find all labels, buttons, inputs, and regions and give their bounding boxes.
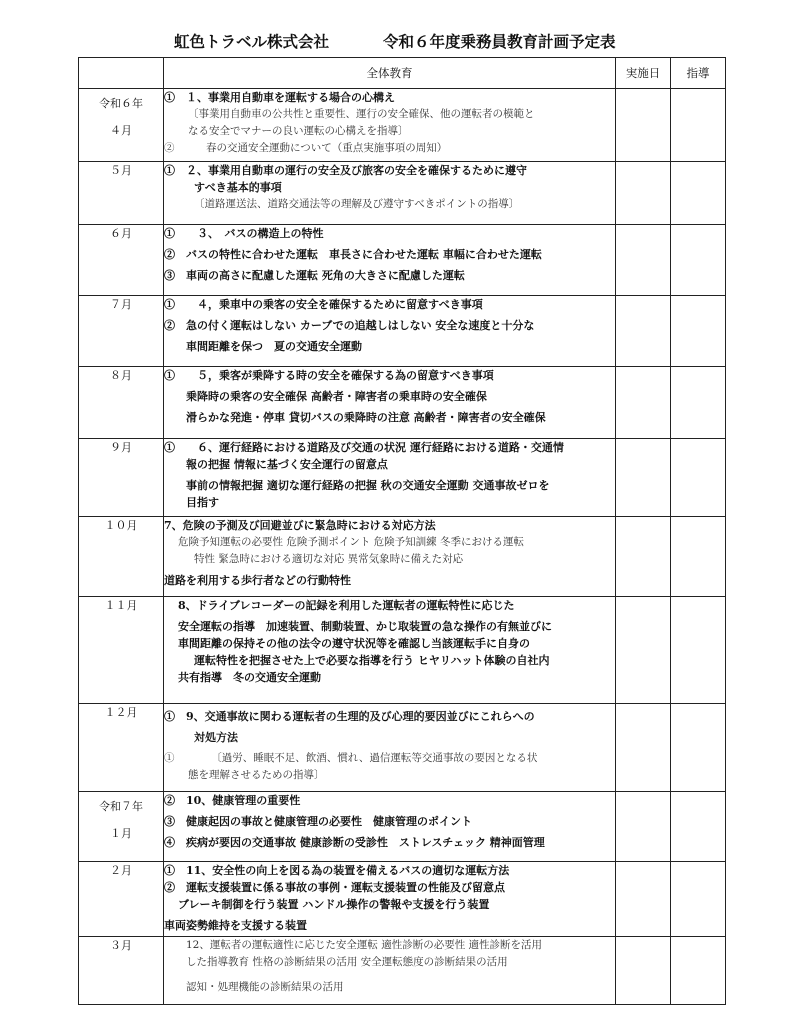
table-row: [79, 162, 726, 225]
date-cell: [616, 792, 671, 862]
month-cell: [79, 862, 164, 937]
content-cell: [164, 89, 616, 162]
content-line: ① 9、交通事故に関わる運転者の生理的及び心理的要因並びにこれらへの: [164, 710, 535, 723]
content-cell: [164, 296, 616, 367]
date-cell: [616, 367, 671, 439]
content-line: 態を理解させるための指導〕: [188, 769, 325, 781]
month-label: ５月: [110, 164, 132, 177]
content-cell: [164, 439, 616, 517]
month-label: ８月: [110, 369, 132, 382]
content-column-header: 全体教育: [164, 58, 616, 89]
content-line: 認知・処理機能の診断結果の活用: [186, 981, 344, 993]
content-line: ④ 疾病が要因の交通事故 健康診断の受診性 ストレスチェック 精神面管理: [164, 836, 545, 849]
content-cell: [164, 162, 616, 225]
month-cell: [79, 296, 164, 367]
month-cell: [79, 937, 164, 1005]
content-line: 報の把握 情報に基づく安全運行の留意点: [186, 458, 388, 471]
content-line: ① １、事業用自動車を運転する場合の心構え: [164, 91, 395, 104]
content-line: すべき基本的事項: [194, 181, 282, 194]
instructor-column-header: 指導: [671, 58, 726, 89]
content-line: 〔道路運送法、道路交通法等の理解及び遵守すべきポイントの指導〕: [194, 198, 520, 210]
month-label: ６月: [110, 227, 132, 240]
content-line: ③ 車両の高さに配慮した運転 死角の大きさに配慮した運転: [164, 269, 465, 282]
content-line: した指導教育 性格の診断結果の活用 安全運転態度の診断結果の活用: [186, 956, 508, 968]
date-cell: [616, 439, 671, 517]
content-line: ① 〔過労、睡眠不足、飲酒、慣れ、過信運転等交通事故の要因となる状: [164, 752, 538, 764]
month-cell: [79, 517, 164, 597]
table-row: [79, 296, 726, 367]
content-line: 運転特性を把握させた上で必要な指導を行う ヒヤリハット体験の自社内: [194, 654, 550, 667]
content-cell: [164, 225, 616, 296]
content-line: 特性 緊急時における適切な対応 異常気象時に備えた対応: [194, 553, 464, 565]
content-line: ① ２、事業用自動車の運行の安全及び旅客の安全を確保するために遵守: [164, 164, 527, 177]
instructor-cell: [671, 862, 726, 937]
month-cell: [79, 89, 164, 162]
content-line: ② 春の交通安全運動について（重点実施事項の周知）: [164, 142, 448, 154]
document-header: [0, 30, 790, 54]
table-row: [79, 367, 726, 439]
content-line: ② 10、健康管理の重要性: [164, 794, 301, 807]
content-line: ② 運転支援装置に係る事故の事例・運転支援装置の性能及び留意点: [164, 881, 505, 894]
content-cell: [164, 704, 616, 792]
date-cell: [616, 862, 671, 937]
content-line: ① ３、 バスの構造上の特性: [164, 227, 324, 240]
table-row: [79, 517, 726, 597]
table-row: [79, 862, 726, 937]
content-cell: [164, 862, 616, 937]
instructor-cell: [671, 367, 726, 439]
month-label: １０月: [104, 519, 138, 532]
month-cell: [79, 225, 164, 296]
content-cell: [164, 517, 616, 597]
content-line: ① ６、運行経路における道路及び交通の状況 運行経路における道路・交通情: [164, 441, 564, 454]
date-cell: [616, 225, 671, 296]
content-line: 対処方法: [194, 731, 238, 744]
content-line: 道路を利用する歩行者などの行動特性: [164, 574, 351, 587]
month-label: １１月: [104, 599, 138, 612]
table-row: [79, 704, 726, 792]
content-line: ② 急の付く運転はしない カーブでの追越しはしない 安全な速度と十分な: [164, 319, 535, 332]
month-label: ２月: [110, 864, 132, 877]
date-column-header: 実施日: [616, 58, 671, 89]
month-cell: [79, 162, 164, 225]
content-cell: [164, 937, 616, 1005]
instructor-cell: [671, 89, 726, 162]
instructor-cell: [671, 704, 726, 792]
document-title: 令和６年度乗務員教育計画予定表: [383, 32, 616, 51]
content-line: 事前の情報把握 適切な運行経路の把握 秋の交通安全運動 交通事故ゼロを: [186, 479, 550, 492]
content-line: 目指す: [186, 496, 219, 509]
table-row: [79, 937, 726, 1005]
content-line: ② バスの特性に合わせた運転 車長さに合わせた運転 車幅に合わせた運転: [164, 248, 542, 261]
date-cell: [616, 704, 671, 792]
table-header-row: [79, 58, 726, 89]
date-cell: [616, 162, 671, 225]
education-plan-table: [78, 57, 726, 1005]
content-line: ① 11、安全性の向上を図る為の装置を備えるバスの適切な運転方法: [164, 864, 510, 877]
month-label: １２月: [104, 706, 138, 719]
content-line: 乗降時の乗客の安全確保 高齢者・障害者の乗車時の安全確保: [186, 390, 487, 403]
content-cell: [164, 367, 616, 439]
content-line: 車間距離の保持その他の法令の遵守状況等を確認し当該運転手に自身の: [178, 637, 530, 650]
month-label: ７月: [110, 298, 132, 311]
instructor-cell: [671, 792, 726, 862]
month-cell: [79, 439, 164, 517]
instructor-cell: [671, 225, 726, 296]
table-row: [79, 597, 726, 704]
date-cell: [616, 517, 671, 597]
fiscal-year-label: 令和６年: [99, 97, 143, 110]
content-line: なる安全でマナーの良い運転の心構えを指導〕: [188, 125, 409, 137]
content-line: 安全運転の指導 加速装置、制動装置、かじ取装置の急な操作の有無並びに: [178, 620, 552, 633]
company-name: 虹色トラベル株式会社: [174, 32, 330, 51]
month-column-header: [79, 58, 164, 89]
table-row: [79, 439, 726, 517]
content-line: 車間距離を保つ 夏の交通安全運動: [186, 340, 362, 353]
content-line: 12、運転者の運転適性に応じた安全運転 適性診断の必要性 適性診断を活用: [186, 939, 543, 951]
date-cell: [616, 89, 671, 162]
content-cell: [164, 597, 616, 704]
content-line: 共有指導 冬の交通安全運動: [178, 671, 321, 684]
month-label: ３月: [110, 939, 132, 952]
instructor-cell: [671, 517, 726, 597]
month-cell: [79, 792, 164, 862]
table-row: [79, 792, 726, 862]
content-line: 危険予知運転の必要性 危険予測ポイント 危険予知訓練 冬季における運転: [178, 536, 525, 548]
content-line: 〔事業用自動車の公共性と重要性、運行の安全確保、他の運転者の模範と: [188, 108, 535, 120]
instructor-cell: [671, 162, 726, 225]
content-line: 8、ドライブレコーダーの記録を利用した運転者の運転特性に応じた: [178, 599, 515, 612]
content-line: 車両姿勢維持を支援する装置: [164, 919, 307, 932]
fiscal-year-label: 令和７年: [99, 800, 143, 813]
instructor-cell: [671, 439, 726, 517]
instructor-cell: [671, 597, 726, 704]
month-label: ４月: [110, 124, 132, 137]
content-line: ① ５，乗客が乗降する時の安全を確保する為の留意すべき事項: [164, 369, 494, 382]
month-label: ９月: [110, 441, 132, 454]
date-cell: [616, 597, 671, 704]
content-line: ① ４，乗車中の乗客の安全を確保するために留意すべき事項: [164, 298, 483, 311]
content-line: 7、危険の予測及び回避並びに緊急時における対応方法: [164, 519, 436, 532]
date-cell: [616, 296, 671, 367]
instructor-cell: [671, 937, 726, 1005]
month-cell: [79, 367, 164, 439]
month-cell: [79, 704, 164, 792]
content-line: 滑らかな発進・停車 貸切バスの乗降時の注意 高齢者・障害者の安全確保: [186, 411, 546, 424]
content-cell: [164, 792, 616, 862]
month-cell: [79, 597, 164, 704]
table-row: [79, 89, 726, 162]
instructor-cell: [671, 296, 726, 367]
month-label: １月: [110, 827, 132, 840]
content-line: ③ 健康起因の事故と健康管理の必要性 健康管理のポイント: [164, 815, 472, 828]
table-row: [79, 225, 726, 296]
date-cell: [616, 937, 671, 1005]
content-line: ブレーキ制御を行う装置 ハンドル操作の警報や支援を行う装置: [178, 898, 490, 911]
